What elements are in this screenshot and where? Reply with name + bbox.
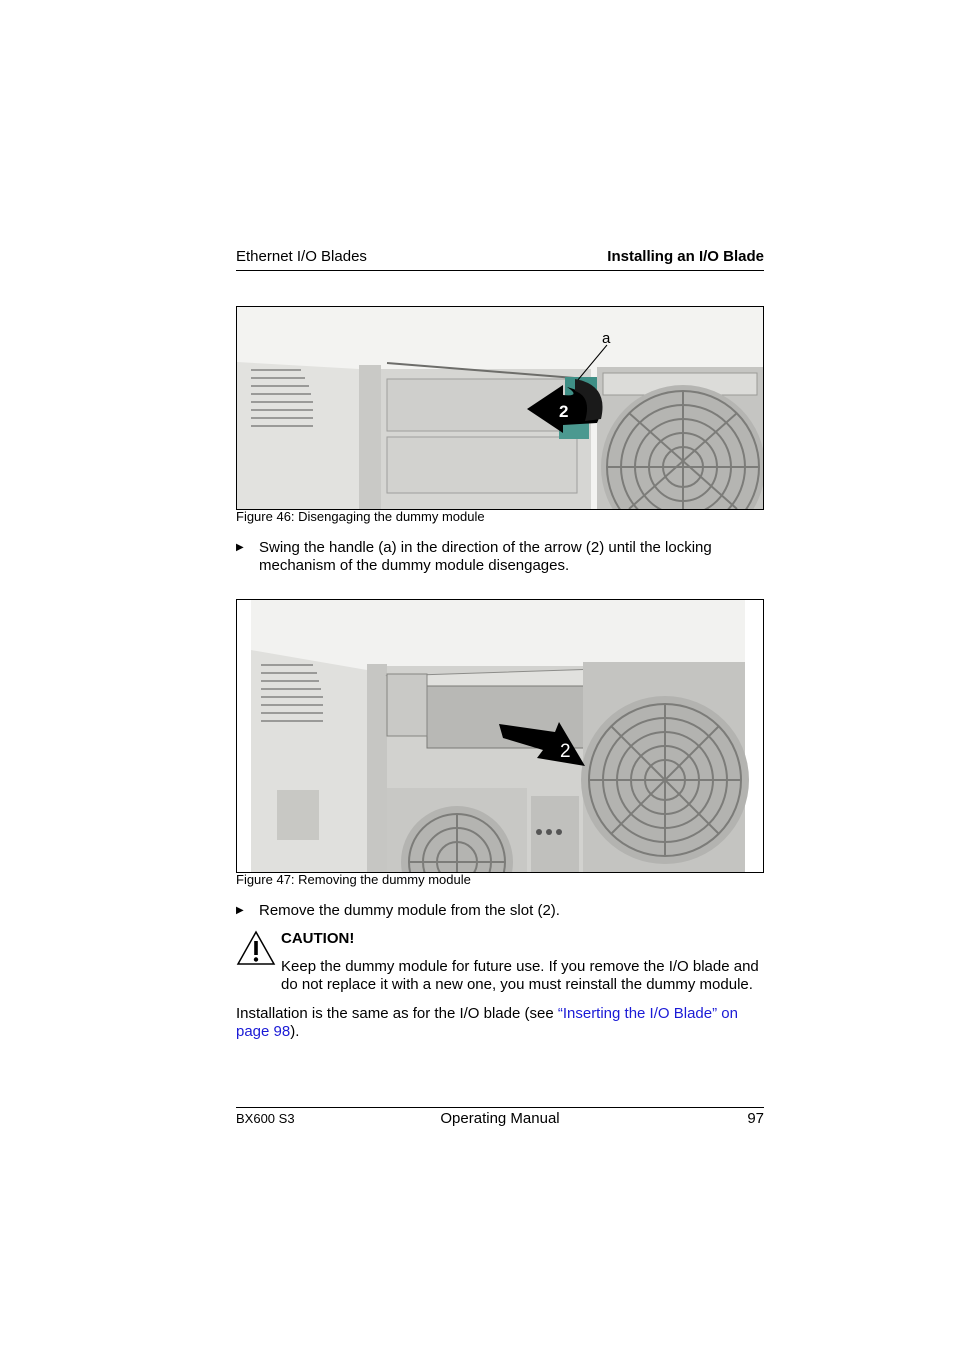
figure-46-image (236, 306, 764, 510)
step-remove-module (236, 902, 764, 922)
figure-47-image (236, 599, 764, 873)
install-note (236, 1005, 764, 1041)
page-number: 97 (747, 1110, 764, 1127)
cross-reference-link[interactable]: “Inserting the I/O Blade” on page 98 (236, 1005, 738, 1040)
caution-title: CAUTION! (281, 930, 355, 947)
callout-a-label: a (602, 330, 611, 347)
install-note-text: Installation is the same as for the I/O blade (see (236, 1005, 558, 1022)
header-chapter-title: Installing an I/O Blade (607, 248, 764, 265)
step-text: Remove the dummy module from the slot (2). (259, 902, 560, 919)
figure-46-caption: Figure 46: Disengaging the dummy module (236, 509, 485, 524)
callout-2-label: 2 (560, 741, 571, 762)
page-footer (236, 1107, 764, 1130)
footer-manual-title: Operating Manual (440, 1110, 560, 1127)
callout-2-label: 2 (559, 402, 569, 421)
page-header (236, 248, 764, 271)
warning-triangle-icon (236, 930, 276, 971)
bullet-arrow-icon: ▶ (236, 542, 244, 553)
figure-47-caption: Figure 47: Removing the dummy module (236, 872, 471, 887)
caution-text: Keep the dummy module for future use. If you remove the I/O blade and do not replace it with a new one, you must reinstall the dummy module. (281, 958, 759, 993)
footer-model: BX600 S3 (236, 1111, 295, 1126)
header-section-title: Ethernet I/O Blades (236, 248, 367, 265)
install-note-suffix: ). (290, 1023, 300, 1040)
bullet-arrow-icon: ▶ (236, 905, 244, 916)
step-swing-handle (236, 539, 764, 579)
step-text: Swing the handle (a) in the direction of the arrow (2) until the locking mechanism of the dummy module disengages. (259, 539, 712, 574)
